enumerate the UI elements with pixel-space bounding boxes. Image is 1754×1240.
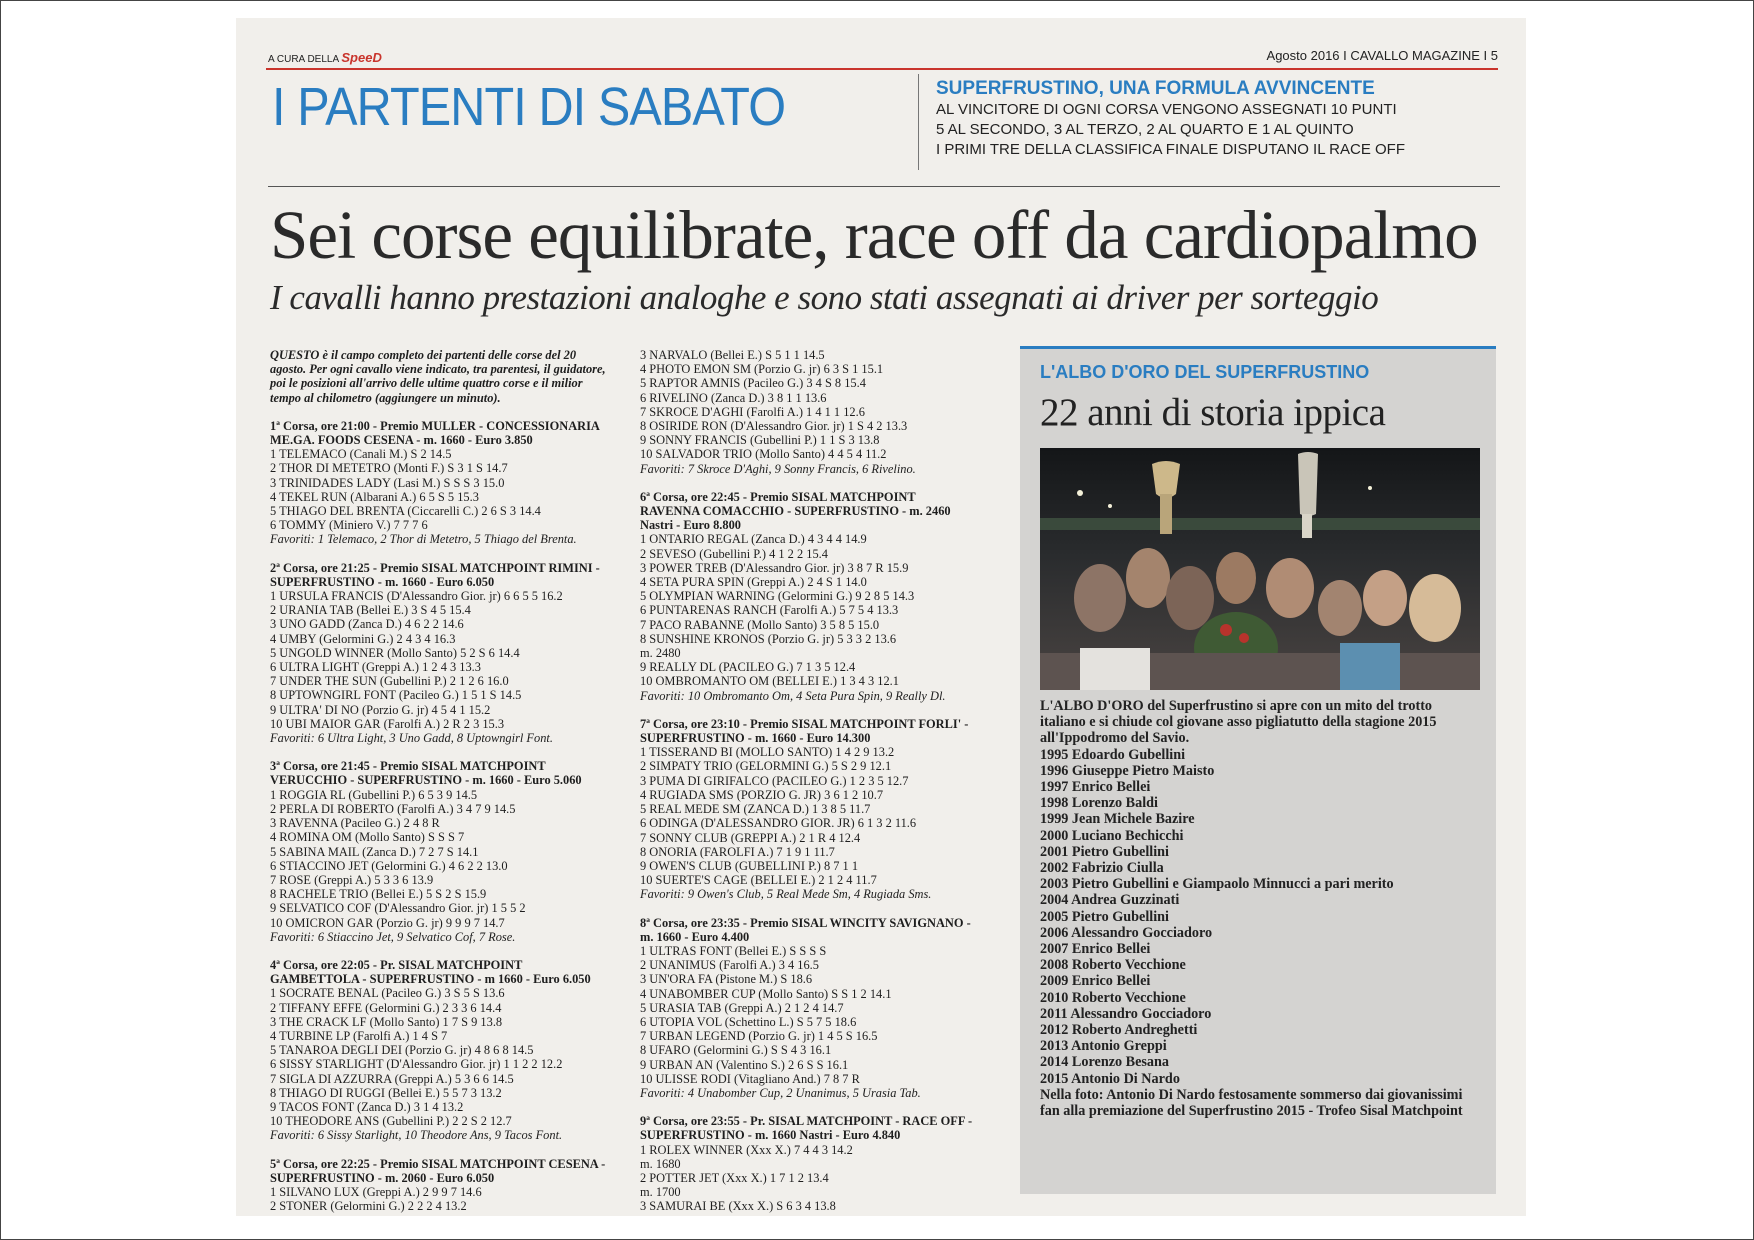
race-block: [270, 958, 606, 1143]
albo-winner-item: 2009 Enrico Bellei: [1040, 973, 1151, 990]
race-entry: 7 PACO RABANNE (Mollo Santo) 3 5 8 5 15.0: [640, 617, 880, 632]
albo-winner-item: 2000 Luciano Bechicchi: [1040, 827, 1184, 844]
race-entry: 9 OWEN'S CLUB (GUBELLINI P.) 8 7 1 1: [640, 858, 859, 873]
race-favorites: Favoriti: 7 Skroce D'Aghi, 9 Sonny Francis, 6 Rivelino.: [640, 461, 916, 476]
section-title: I PARTENTI DI SABATO: [272, 77, 786, 137]
race-entry: 1 TELEMACO (Canali M.) S 2 14.5: [270, 447, 452, 462]
race-entry: 3 TRINIDADES LADY (Lasi M.) S S S 3 15.0: [270, 475, 505, 490]
race-block: [270, 419, 606, 547]
albo-winner-item: 2013 Antonio Greppi: [1040, 1038, 1167, 1055]
race-entry: 4 TURBINE LP (Farolfi A.) 1 4 S 7: [270, 1028, 448, 1043]
race-entry: 6 ODINGA (D'ALESSANDRO GIOR. JR) 6 1 3 2 11.6: [640, 816, 917, 831]
race-header: 7ª Corsa, ore 23:10 - Premio SISAL MATCHPOINT FORLI' - SUPERFRUSTINO - m. 1660 - Euro 14.300: [640, 716, 969, 746]
race-entry: 5 RAPTOR AMNIS (Pacileo G.) 3 4 S 8 15.4: [640, 376, 866, 391]
albo-winner-item: 2015 Antonio Di Nardo: [1040, 1070, 1180, 1087]
race-entry: 2 STONER (Gelormini G.) 2 2 2 4 13.2: [270, 1199, 467, 1214]
race-header: 1ª Corsa, ore 21:00 - Premio MULLER - CONCESSIONARIA ME.GA. FOODS CESENA - m. 1660 - Euro 3.850: [270, 418, 600, 448]
albo-title: L'ALBO D'ORO DEL SUPERFRUSTINO: [1040, 362, 1370, 382]
race-entry: 9 URBAN AN (Valentino S.) 2 6 S S 16.1: [640, 1057, 849, 1072]
albo-winner-item: 2014 Lorenzo Besana: [1040, 1054, 1170, 1071]
race-entry: 8 ONORIA (FAROLFI A.) 7 1 9 1 11.7: [640, 844, 835, 859]
race-entry: 9 TACOS FONT (Zanca D.) 3 1 4 13.2: [270, 1099, 464, 1114]
race-entry: 5 THIAGO DEL BRENTA (Ciccarelli C.) 2 6 S 3 14.4: [270, 504, 541, 519]
race-entry: 2 URANIA TAB (Bellei E.) 3 S 4 5 15.4: [270, 603, 471, 618]
race-header: 6ª Corsa, ore 22:45 - Premio SISAL MATCHPOINT RAVENNA COMACCHIO - SUPERFRUSTINO - m. 2460 Nastri - Euro 8.800: [640, 489, 951, 533]
race-entry: 1 ROGGIA RL (Gubellini P.) 6 5 3 9 14.5: [270, 787, 478, 802]
masthead-credit-prefix: A CURA DELLA: [268, 54, 339, 65]
race-entry: 8 THIAGO DI RUGGI (Bellei E.) 5 5 7 3 13.2: [270, 1085, 502, 1100]
race-entry: 6 STIACCINO JET (Gelormini G.) 4 6 2 2 13.0: [270, 858, 508, 873]
albo-winner-item: 1997 Enrico Bellei: [1040, 779, 1151, 796]
race-entry: 8 OSIRIDE RON (D'Alessandro Gior. jr) 1 S 4 2 13.3: [640, 419, 908, 434]
race-entry: 10 THEODORE ANS (Gubellini P.) 2 2 S 2 12.7: [270, 1114, 512, 1129]
race-entry: 4 UMBY (Gelormini G.) 2 4 3 4 16.3: [270, 631, 456, 646]
headline-rule: [268, 186, 1500, 187]
race-favorites: Favoriti: 6 Sissy Starlight, 10 Theodore Ans, 9 Tacos Font.: [270, 1128, 563, 1143]
race-block: [640, 1114, 976, 1213]
race-entry: 6 PUNTARENAS RANCH (Farolfi A.) 5 7 5 4 13.3: [640, 603, 899, 618]
race-entry: 10 UBI MAIOR GAR (Farolfi A.) 2 R 2 3 15.3: [270, 716, 505, 731]
race-entry: 3 RAVENNA (Pacileo G.) 2 4 8 R: [270, 816, 440, 831]
photo-caption: Nella foto: Antonio Di Nardo festosamente sommerso dai giovanissimi fan alla premiazione del Superfrustino 2015 - Trofeo Sisal Matchpoint: [1040, 1086, 1463, 1120]
superfrustino-formula-line: AL VINCITORE DI OGNI CORSA VENGONO ASSEGNATI 10 PUNTI: [936, 101, 1397, 118]
race-entry: 3 UN'ORA FA (Pistone M.) S 18.6: [640, 972, 813, 987]
race-entry: 7 SONNY CLUB (GREPPI A.) 2 1 R 4 12.4: [640, 830, 861, 845]
superfrustino-formula-box: [936, 78, 1405, 160]
race-entry: 5 REAL MEDE SM (ZANCA D.) 1 3 8 5 11.7: [640, 802, 871, 817]
race-entry: m. 1700: [640, 1185, 681, 1200]
race-block: [640, 348, 976, 476]
race-entry: 6 RIVELINO (Zanca D.) 3 8 1 1 13.6: [640, 390, 827, 405]
albo-top-rule: [1020, 346, 1496, 349]
speed-logo: SpeeD: [341, 50, 382, 65]
race-entry: 1 TISSERAND BI (MOLLO SANTO) 1 4 2 9 13.2: [640, 745, 895, 760]
race-entry: 7 SIGLA DI AZZURRA (Greppi A.) 5 3 6 6 14.5: [270, 1071, 514, 1086]
masthead-credit: [268, 50, 382, 65]
race-entry: 4 TEKEL RUN (Albarani A.) 6 5 S 5 15.3: [270, 489, 479, 504]
albo-winners-list: [1040, 747, 1480, 1087]
albo-winner-item: 2005 Pietro Gubellini: [1040, 908, 1170, 925]
race-entry: 1 SILVANO LUX (Greppi A.) 2 9 9 7 14.6: [270, 1184, 482, 1199]
race-entry: 1 ULTRAS FONT (Bellei E.) S S S S: [640, 943, 827, 958]
race-entry: 7 UNDER THE SUN (Gubellini P.) 2 1 2 6 16.0: [270, 674, 509, 689]
race-entry: 9 REALLY DL (PACILEO G.) 7 1 3 5 12.4: [640, 660, 856, 675]
masthead-issue: Agosto 2016 I CAVALLO MAGAZINE I 5: [1266, 48, 1498, 63]
albo-winner-item: 1998 Lorenzo Baldi: [1040, 795, 1158, 812]
albo-winner-item: 2011 Alessandro Gocciadoro: [1040, 1005, 1212, 1022]
race-block: [270, 759, 606, 944]
race-entry: 6 TOMMY (Miniero V.) 7 7 7 6: [270, 518, 428, 533]
race-entry: 4 ROMINA OM (Mollo Santo) S S S 7: [270, 830, 465, 845]
race-entry: 4 PHOTO EMON SM (Porzio G. jr) 6 3 S 1 15.1: [640, 362, 884, 377]
albo-winner-item: 2012 Roberto Andreghetti: [1040, 1022, 1198, 1039]
race-favorites: Favoriti: 1 Telemaco, 2 Thor di Metetro, 5 Thiago del Brenta.: [270, 532, 577, 547]
article-column-left: [270, 348, 606, 1216]
race-entry: m. 2480: [640, 646, 681, 661]
race-entry: 6 ULTRA LIGHT (Greppi A.) 1 2 4 3 13.3: [270, 660, 481, 675]
race-block: [640, 490, 976, 703]
race-entry: 9 SONNY FRANCIS (Gubellini P.) 1 1 S 3 13.8: [640, 433, 880, 448]
albo-winner-item: 2004 Andrea Guzzinati: [1040, 892, 1180, 909]
race-entry: 5 URASIA TAB (Greppi A.) 2 1 2 4 14.7: [640, 1000, 844, 1015]
race-entry: 3 UNO GADD (Zanca D.) 4 6 2 2 14.6: [270, 617, 464, 632]
albo-winner-item: 2008 Roberto Vecchione: [1040, 957, 1186, 974]
race-entry: 10 ULISSE RODI (Vitagliano And.) 7 8 7 R: [640, 1071, 860, 1086]
newspaper-page: [236, 18, 1526, 1216]
race-entry: 4 RUGIADA SMS (PORZIO G. JR) 3 6 1 2 10.7: [640, 787, 884, 802]
race-entry: 8 SUNSHINE KRONOS (Porzio G. jr) 5 3 3 2 13.6: [640, 631, 897, 646]
albo-winner-item: 2006 Alessandro Gocciadoro: [1040, 924, 1213, 941]
race-favorites: Favoriti: 6 Stiaccino Jet, 9 Selvatico Cof, 7 Rose.: [270, 929, 516, 944]
race-entry: 2 SIMPATY TRIO (GELORMINI G.) 5 S 2 9 12.1: [640, 759, 892, 774]
albo-winner-item: 1995 Edoardo Gubellini: [1040, 746, 1186, 763]
article-subheadline: I cavalli hanno prestazioni analoghe e sono stati assegnati ai driver per sorteggio: [270, 278, 1379, 317]
albo-text: [1040, 698, 1480, 1119]
race-entry: 6 SISSY STARLIGHT (D'Alessandro Gior. jr) 1 1 2 2 12.2: [270, 1057, 563, 1072]
race-favorites: Favoriti: 4 Unabomber Cup, 2 Unanimus, 5 Urasia Tab.: [640, 1085, 921, 1100]
albo-winner-item: 2003 Pietro Gubellini e Giampaolo Minnucci a pari merito: [1040, 876, 1394, 893]
race-entry: 5 OLYMPIAN WARNING (Gelormini G.) 9 2 8 5 14.3: [640, 589, 915, 604]
race-entry: 7 ROSE (Greppi A.) 5 3 3 6 13.9: [270, 872, 434, 887]
race-entry: 10 SALVADOR TRIO (Mollo Santo) 4 4 5 4 11.2: [640, 447, 887, 462]
race-block: [270, 1157, 606, 1214]
race-entry: 1 ONTARIO REGAL (Zanca D.) 4 3 4 4 14.9: [640, 532, 867, 547]
race-entry: 1 URSULA FRANCIS (D'Alessandro Gior. jr) 6 6 5 5 16.2: [270, 589, 563, 604]
albo-winner-item: 1999 Jean Michele Bazire: [1040, 811, 1195, 828]
race-entry: 2 TIFFANY EFFE (Gelormini G.) 2 3 3 6 14.4: [270, 1000, 502, 1015]
race-entry: 2 PERLA DI ROBERTO (Farolfi A.) 3 4 7 9 14.5: [270, 801, 516, 816]
superfrustino-formula-line: 5 AL SECONDO, 3 AL TERZO, 2 AL QUARTO E 1 AL QUINTO: [936, 121, 1354, 138]
race-entry: 4 SETA PURA SPIN (Greppi A.) 2 4 S 1 14.0: [640, 575, 867, 590]
race-entry: 2 SEVESO (Gubellini P.) 4 1 2 2 15.4: [640, 546, 828, 561]
race-entry: 10 SUERTE'S CAGE (BELLEI E.) 2 1 2 4 11.7: [640, 873, 877, 888]
race-entry: 3 NARVALO (Bellei E.) S 5 1 1 14.5: [640, 348, 825, 362]
albo-intro: L'ALBO D'ORO del Superfrustino si apre con un mito del trotto italiano e si chiude col giovane asso pigliatutto della stagione 2015 all'Ippodromo del Savio.: [1040, 698, 1437, 747]
race-entry: 2 UNANIMUS (Farolfi A.) 3 4 16.5: [640, 958, 819, 973]
vertical-divider: [918, 74, 919, 170]
albo-headline: 22 anni di storia ippica: [1040, 391, 1386, 434]
race-entry: 5 UNGOLD WINNER (Mollo Santo) 5 2 S 6 14.4: [270, 645, 520, 660]
award-ceremony-photo: [1040, 448, 1480, 690]
race-entry: 7 SKROCE D'AGHI (Farolfi A.) 1 4 1 1 12.6: [640, 404, 865, 419]
race-entry: 8 UPTOWNGIRL FONT (Pacileo G.) 1 5 1 S 14.5: [270, 688, 522, 703]
race-header: 8ª Corsa, ore 23:35 - Premio SISAL WINCITY SAVIGNANO - m. 1660 - Euro 4.400: [640, 915, 971, 944]
race-entry: 2 POTTER JET (Xxx X.) 1 7 1 2 13.4: [640, 1170, 829, 1185]
race-entry: 6 UTOPIA VOL (Schettino L.) S 5 7 5 18.6: [640, 1014, 857, 1029]
albo-winner-item: 2001 Pietro Gubellini: [1040, 843, 1170, 860]
race-header: 5ª Corsa, ore 22:25 - Premio SISAL MATCHPOINT CESENA - SUPERFRUSTINO - m. 2060 - Euro 6.050: [270, 1156, 606, 1185]
race-entry: 5 TANAROA DEGLI DEI (Porzio G. jr) 4 8 6 8 14.5: [270, 1043, 534, 1058]
race-header: 9ª Corsa, ore 23:55 - Pr. SISAL MATCHPOINT - RACE OFF - SUPERFRUSTINO - m. 1660 Nastri - Euro 4.840: [640, 1114, 973, 1143]
race-entry: 8 RACHELE TRIO (Bellei E.) 5 S 2 S 15.9: [270, 887, 487, 902]
race-entry: 3 POWER TREB (D'Alessandro Gior. jr) 3 8 7 R 15.9: [640, 560, 909, 575]
race-header: 2ª Corsa, ore 21:25 - Premio SISAL MATCHPOINT RIMINI - SUPERFRUSTINO - m. 1660 - Euro 6.050: [270, 560, 600, 589]
article-column-right: [640, 348, 976, 1216]
masthead-rule: [266, 68, 1498, 70]
race-entry: 10 OMBROMANTO OM (BELLEI E.) 1 3 4 3 12.1: [640, 674, 899, 689]
albo-winner-item: 2007 Enrico Bellei: [1040, 941, 1151, 958]
race-entry: 2 THOR DI METETRO (Monti F.) S 3 1 S 14.7: [270, 461, 508, 476]
race-list-right: [640, 348, 976, 1214]
race-favorites: Favoriti: 9 Owen's Club, 5 Real Mede Sm, 4 Rugiada Sms.: [640, 887, 932, 902]
race-list-left: [270, 419, 606, 1214]
race-entry: 7 URBAN LEGEND (Porzio G. jr) 1 4 5 S 16.5: [640, 1029, 878, 1044]
race-header: 4ª Corsa, ore 22:05 - Pr. SISAL MATCHPOINT GAMBETTOLA - SUPERFRUSTINO - m 1660 - Euro 6.050: [270, 957, 591, 987]
race-entry: 1 ROLEX WINNER (Xxx X.) 7 4 4 3 14.2: [640, 1142, 853, 1157]
race-entry: 8 UFARO (Gelormini G.) S S 4 3 16.1: [640, 1043, 832, 1058]
race-favorites: Favoriti: 10 Ombromanto Om, 4 Seta Pura Spin, 9 Really Dl.: [640, 688, 946, 703]
albo-winner-item: 2002 Fabrizio Ciulla: [1040, 860, 1164, 877]
race-block: [640, 717, 976, 902]
article-intro: QUESTO è il campo completo dei partenti delle corse del 20 agosto. Per ogni cavallo viene indicato, tra parentesi, il guidatore, poi le posizioni all'arrivo delle ultime quattro corse e il milior tempo al chilometro (aggiungere un minuto).: [270, 348, 606, 405]
race-header: 3ª Corsa, ore 21:45 - Premio SISAL MATCHPOINT VERUCCHIO - SUPERFRUSTINO - m. 1660 - Euro 5.060: [270, 759, 582, 788]
race-entry: 3 THE CRACK LF (Mollo Santo) 1 7 S 9 13.8: [270, 1014, 503, 1029]
albo-winner-item: 1996 Giuseppe Pietro Maisto: [1040, 762, 1215, 779]
race-entry: 4 UNABOMBER CUP (Mollo Santo) S S 1 2 14.1: [640, 986, 892, 1001]
race-entry: 10 OMICRON GAR (Porzio G. jr) 9 9 9 7 14.7: [270, 915, 505, 930]
race-favorites: Favoriti: 6 Ultra Light, 3 Uno Gadd, 8 Uptowngirl Font.: [270, 731, 553, 746]
race-entry: 9 ULTRA' DI NO (Porzio G. jr) 4 5 4 1 15.2: [270, 702, 491, 717]
albo-doro-box: [1020, 346, 1496, 1194]
race-block: [270, 561, 606, 746]
race-entry: 5 SABINA MAIL (Zanca D.) 7 2 7 S 14.1: [270, 844, 479, 859]
race-entry: m. 1680: [640, 1156, 681, 1171]
race-block: [640, 916, 976, 1101]
superfrustino-formula-title: SUPERFRUSTINO, UNA FORMULA AVVINCENTE: [936, 78, 1375, 99]
race-entry: 9 SELVATICO COF (D'Alessandro Gior. jr) 1 5 5 2: [270, 901, 526, 916]
albo-winner-item: 2010 Roberto Vecchione: [1040, 989, 1186, 1006]
superfrustino-formula-line: I PRIMI TRE DELLA CLASSIFICA FINALE DISPUTANO IL RACE OFF: [936, 141, 1405, 158]
race-entry: 1 SOCRATE BENAL (Pacileo G.) 3 S 5 S 13.6: [270, 986, 505, 1001]
article-headline: Sei corse equilibrate, race off da cardiopalmo: [270, 197, 1478, 273]
race-entry: 3 PUMA DI GIRIFALCO (PACILEO G.) 1 2 3 5 12.7: [640, 773, 909, 788]
race-entry: 3 SAMURAI BE (Xxx X.) S 6 3 4 13.8: [640, 1199, 836, 1214]
